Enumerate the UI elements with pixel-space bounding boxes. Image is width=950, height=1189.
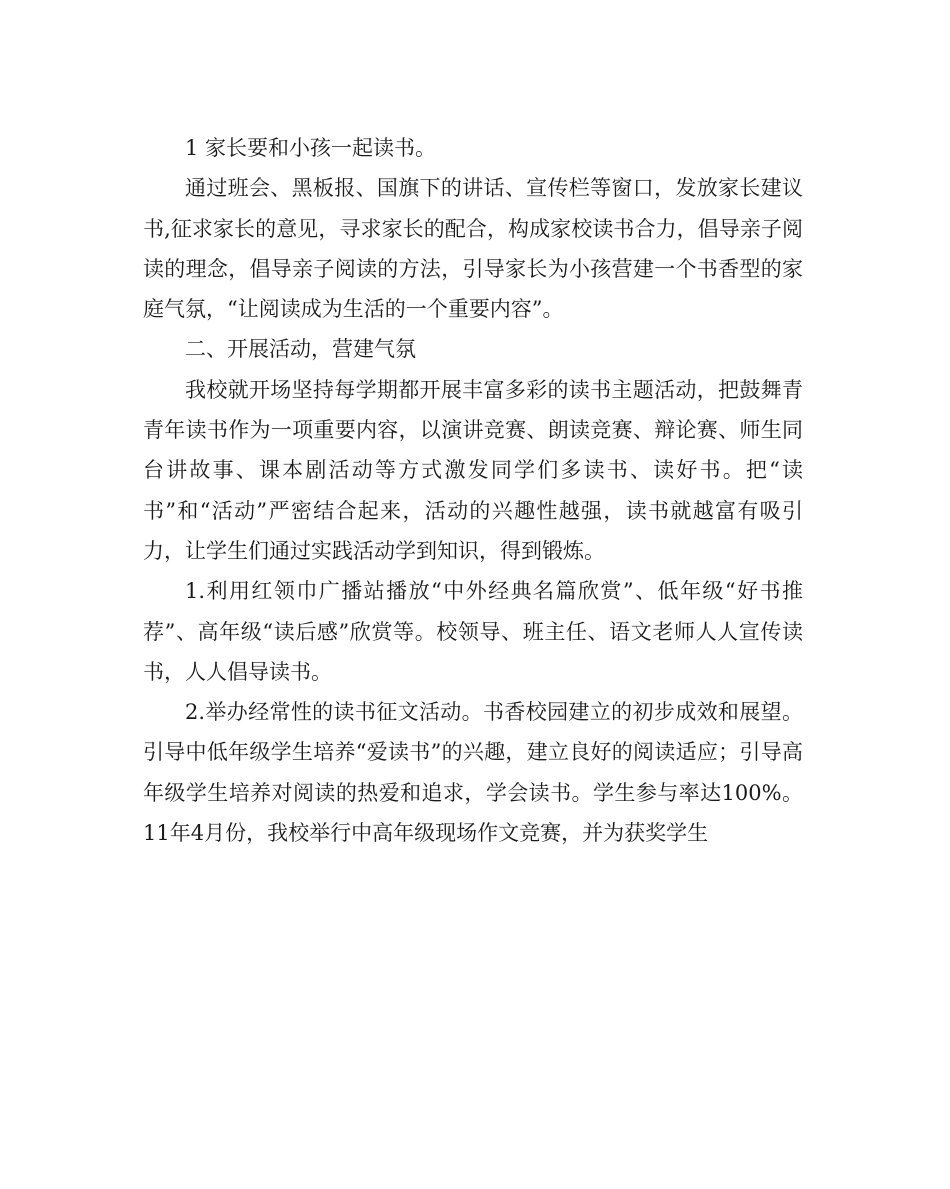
paragraph-4: 1.利用红领巾广播站播放“中外经典名篇欣赏”、低年级“好书推荐”、高年级“读后感”欣赏等。校领导、班主任、语文老师人人宣传读书，人人倡导读书。: [143, 579, 803, 684]
paragraph-1: 1 家长要和小孩一起读书。: [185, 136, 437, 160]
paragraph-2: 通过班会、黑板报、国旗下的讲话、宣传栏等窗口，发放家长建议书,征求家长的意见，寻求家长的配合，构成家校读书合力，倡导亲子阅读的理念，倡导亲子阅读的方法，引导家长为小孩营建一个书香型的家庭气氛，“让阅读成为生活的一个重要内容”。: [143, 176, 803, 322]
paragraph-3: 我校就开场坚持每学期都开展丰富多彩的读书主题活动，把鼓舞青青年读书作为一项重要内容，以演讲竞赛、朗读竞赛、辩论赛、师生同台讲故事、课本剧活动等方式激发同学们多读书、读好书。把“读书”和“活动”严密结合起来，活动的兴趣性越强，读书就越富有吸引力，让学生们通过实践活动学到知识，得到锻炼。: [143, 377, 803, 563]
paragraph-5: 2.举办经常性的读书征文活动。书香校园建立的初步成效和展望。引导中低年级学生培养“爱读书”的兴趣，建立良好的阅读适应；引导高年级学生培养对阅读的热爱和追求，学会读书。学生参与率达100%。11年4月份，我校举行中高年级现场作文竞赛，并为获奖学生: [143, 700, 803, 846]
body-text: [143, 128, 803, 853]
section-heading: 二、开展活动，营建气氛: [185, 337, 416, 362]
